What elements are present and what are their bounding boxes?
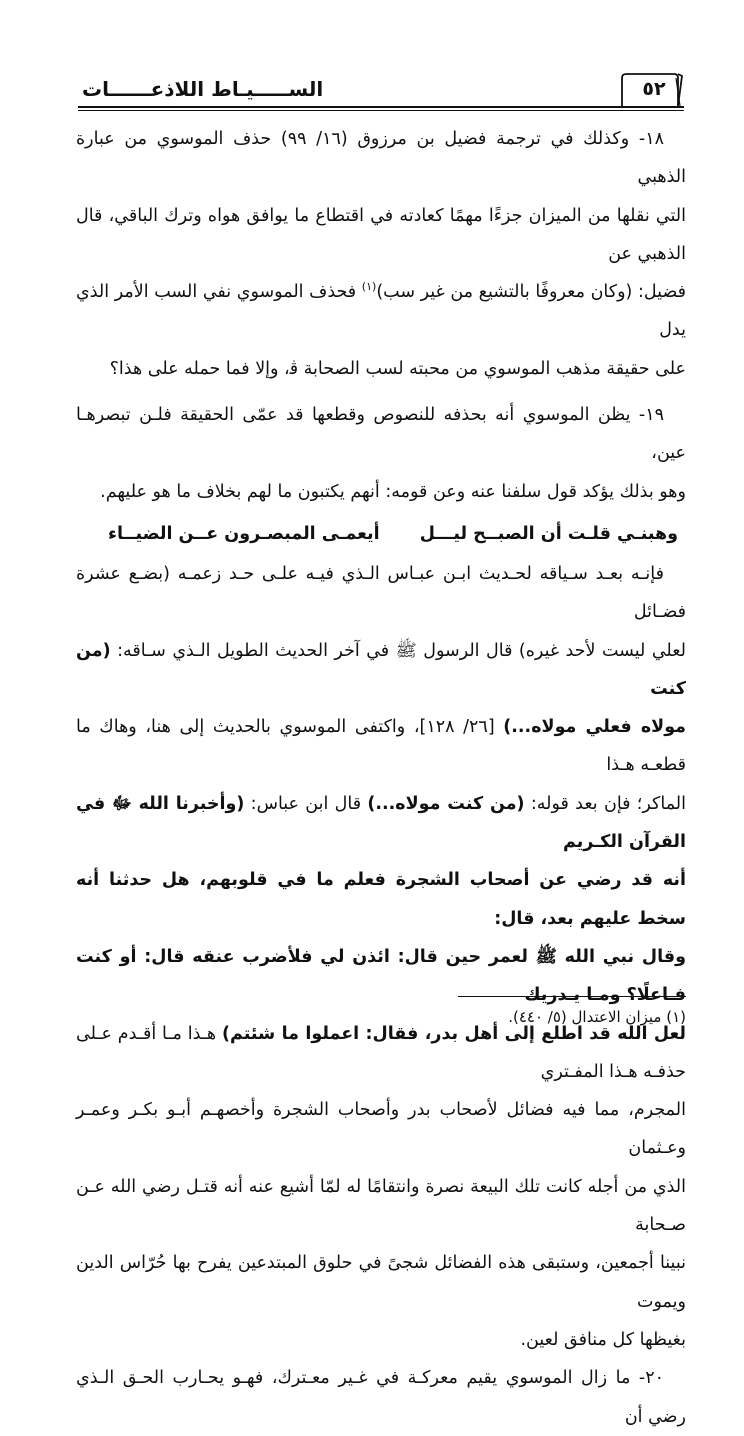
text-line: لعلي ليست لأحد غيره) قال الرسول ﷺ في آخر الحديث الطويل الـذي سـاقه: <box>110 640 686 661</box>
verse-first-hemistich: وهبنـي قلـت أن الصبــح ليـــل <box>419 523 678 544</box>
quote-text: لعل الله قد اطلع إلى أهل بدر، فقال: اعملوا ما شئتم) <box>221 1023 686 1044</box>
paragraph-20 <box>76 1359 686 1436</box>
quote-text: (من كنت مولاه...) <box>367 793 525 814</box>
text-line: بغيظها كل منافق لعين. <box>520 1329 686 1350</box>
text-line: قال ابن عباس: <box>244 793 368 814</box>
running-title: الســـــيـاط اللاذعــــــات <box>78 74 327 104</box>
paragraph-18 <box>76 120 686 388</box>
text-line: فحذف الموسوي نفي السب الأمر الذي يدل <box>76 282 686 341</box>
text-line: ٢٠- ما زال الموسوي يقيم معركـة في غـير معـترك، فهـو يحـارب الحـق الـذي رضي أن <box>76 1368 686 1427</box>
page-number: ٥٢ <box>642 78 666 100</box>
quote-text: (وأخبرنا الله ﷻ في القرآن الكـريم <box>76 793 686 853</box>
text-line: التي نقلها من الميزان جزءًا مهمًا كعادته في اقتطاع ما يوافق هواه وترك الباقي، قال الذهبي عن <box>76 205 686 264</box>
quote-text: أنه قد رضي عن أصحاب الشجرة فعلم ما في قلوبهم، هل حدثنا أنه سخط عليهم بعد، قال: <box>76 870 686 929</box>
footnote-separator <box>458 996 686 997</box>
page-number-badge <box>618 72 684 106</box>
body-text <box>76 120 686 1436</box>
text-line: الماكر؛ فإن بعد قوله: <box>524 793 687 814</box>
text-line: فضيل: (وكان معروفًا بالتشيع من غير سب) <box>376 282 686 303</box>
header-rule <box>78 106 684 108</box>
text-line: فإنـه بعـد سـياقه لحـديث ابـن عبـاس الـذي فيـه علـى حـد زعمـه (بضـع عشرة فضـائل <box>76 563 686 623</box>
text-line: [٢٦/ ١٢٨]، واكتفى الموسوي بالحديث إلى هنا، وهاك ما قطعـه هـذا <box>76 717 686 776</box>
verse-second-hemistich: أيعمـى المبصـرون عــن الضيــاء <box>108 523 380 544</box>
text-line: الذي من أجله كانت تلك البيعة نصرة وانتقامًا له لمّا أشيع عنه أنه قتـل رضي الله عـن صـحابة <box>76 1176 686 1236</box>
text-line: وهو بذلك يؤكد قول سلفنا عنه وعن قومه: أنهم يكتبون ما لهم بخلاف ما هو عليهم. <box>100 481 686 502</box>
quote-text: مولاه فعلي مولاه...) <box>503 717 686 738</box>
text-line: ١٨- وكذلك في ترجمة فضيل بن مرزوق (١٦/ ٩٩) حذف الموسوي من عبارة الذهبي <box>76 129 686 188</box>
footnote: (١) ميزان الاعتدال (٥/ ٤٤٠). <box>508 1008 686 1026</box>
text-line: على حقيقة مذهب الموسوي من محبته لسب الصحابة ﭬ، وإلا فما حمله على هذا؟ <box>109 358 686 379</box>
text-line: المجرم، مما فيه فضائل لأصحاب بدر وأصحاب الشجرة وأخصهـم أبـو بكـر وعمـر وعـثمان <box>76 1100 686 1159</box>
quote-text: (من كنت <box>76 640 686 699</box>
paragraph-19 <box>76 396 686 511</box>
paragraph-main <box>76 555 686 1359</box>
quote-text: وقال نبي الله ﷺ لعمر حين قال: ائذن لي فلأضرب عنقه قال: أو كنت فـاعلًا؟ ومـا يـدريك <box>76 946 686 1006</box>
footnote-marker: (١) <box>361 280 377 294</box>
text-line: ١٩- يظن الموسوي أنه بحذفه للنصوص وقطعها قد عمّى الحقيقة فلـن تبصرهـا عين، <box>76 405 686 464</box>
text-line: نبينا أجمعين، وستبقى هذه الفضائل شجىً في حلوق المبتدعين يفرح بها حُرّاس الدين ويموت <box>76 1253 686 1312</box>
page-header <box>78 66 684 116</box>
text-line: هـذا مـا أقـدم عـلى حذفـه هـذا المفـتري <box>76 1023 686 1082</box>
header-rule-thin <box>78 110 684 111</box>
poetry-verse <box>76 515 686 553</box>
